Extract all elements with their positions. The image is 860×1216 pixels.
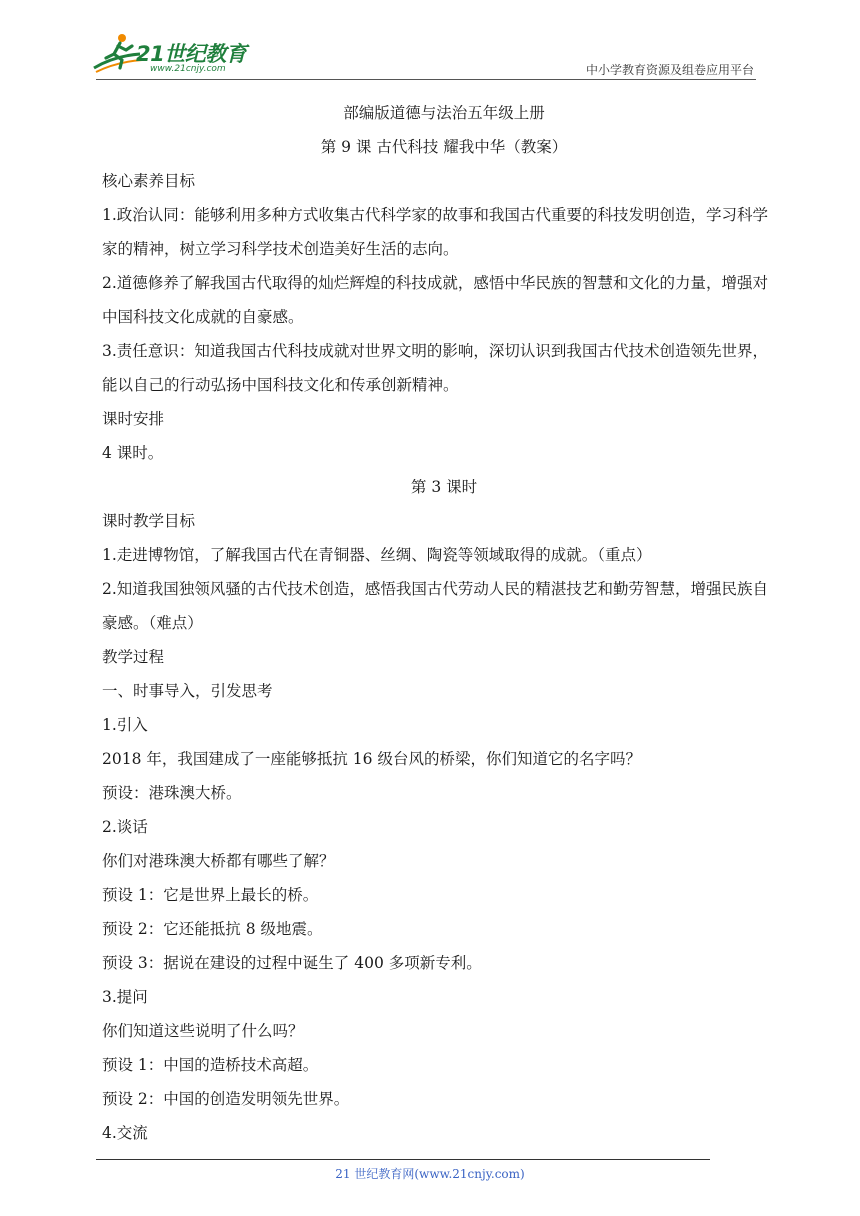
footer-link[interactable]: 21 世纪教育网(www.21cnjy.com) — [335, 1167, 525, 1181]
logo-text: 21世纪教育 — [136, 42, 247, 66]
heading-schedule: 课时安排 — [102, 410, 165, 428]
document-body — [102, 96, 768, 1150]
step-4-title: 4.交流 — [102, 1124, 148, 1142]
platform-name: 中小学教育资源及组卷应用平台 — [585, 63, 754, 77]
step-2-answer-1: 预设 1：它是世界上最长的桥。 — [102, 886, 319, 904]
core-goal-3: 3.责任意识：知道我国古代科技成就对世界文明的影响，深切认识到我国古代技术创造领先世界，能以自己的行动弘扬中国科技文化和传承创新精神。 — [102, 342, 768, 394]
lesson-goal-2: 2.知道我国独领风骚的古代技术创造，感悟我国古代劳动人民的精湛技艺和勤劳智慧，增强民族自豪感。（难点） — [102, 580, 768, 632]
step-1-question: 2018 年，我国建成了一座能够抵抗 16 级台风的桥梁，你们知道它的名字吗？ — [102, 750, 641, 768]
core-goal-1: 1.政治认同：能够利用多种方式收集古代科学家的故事和我国古代重要的科技发明创造，学习科学家的精神，树立学习科学技术创造美好生活的志向。 — [102, 206, 768, 258]
section-1-title: 一、时事导入，引发思考 — [102, 682, 273, 700]
lesson-goal-1: 1.走进博物馆，了解我国古代在青铜器、丝绸、陶瓷等领域取得的成就。（重点） — [102, 546, 652, 564]
step-2-title: 2.谈话 — [102, 818, 148, 836]
core-goal-2: 2.道德修养了解我国古代取得的灿烂辉煌的科技成就，感悟中华民族的智慧和文化的力量，增强对中国科技文化成就的自豪感。 — [102, 274, 768, 326]
site-logo[interactable] — [92, 30, 267, 80]
step-3-title: 3.提问 — [102, 988, 148, 1006]
header-divider — [96, 79, 756, 80]
lesson-title: 第 3 课时 — [410, 478, 478, 496]
step-2-answer-3: 预设 3：据说在建设的过程中诞生了 400 多项新专利。 — [102, 954, 482, 972]
heading-lesson-goals: 课时教学目标 — [102, 512, 196, 530]
step-3-answer-1: 预设 1：中国的造桥技术高超。 — [102, 1056, 319, 1074]
heading-process: 教学过程 — [102, 648, 165, 666]
step-3-question: 你们知道这些说明了什么吗？ — [102, 1022, 304, 1040]
step-2-question: 你们对港珠澳大桥都有哪些了解？ — [102, 852, 335, 870]
step-2-answer-2: 预设 2：它还能抵抗 8 级地震。 — [102, 920, 323, 938]
step-1-answer: 预设：港珠澳大桥。 — [102, 784, 242, 802]
footer-divider — [96, 1159, 710, 1160]
page-header — [0, 0, 860, 80]
document-subtitle: 第 9 课 古代科技 耀我中华（教案） — [320, 138, 568, 156]
heading-core-goals: 核心素养目标 — [102, 172, 196, 190]
document-title: 部编版道德与法治五年级上册 — [343, 104, 545, 122]
step-1-title: 1.引入 — [102, 716, 148, 734]
schedule-text: 4 课时。 — [102, 444, 164, 462]
step-3-answer-2: 预设 2：中国的创造发明领先世界。 — [102, 1090, 350, 1108]
logo-url: www.21cnjy.com — [150, 64, 226, 74]
